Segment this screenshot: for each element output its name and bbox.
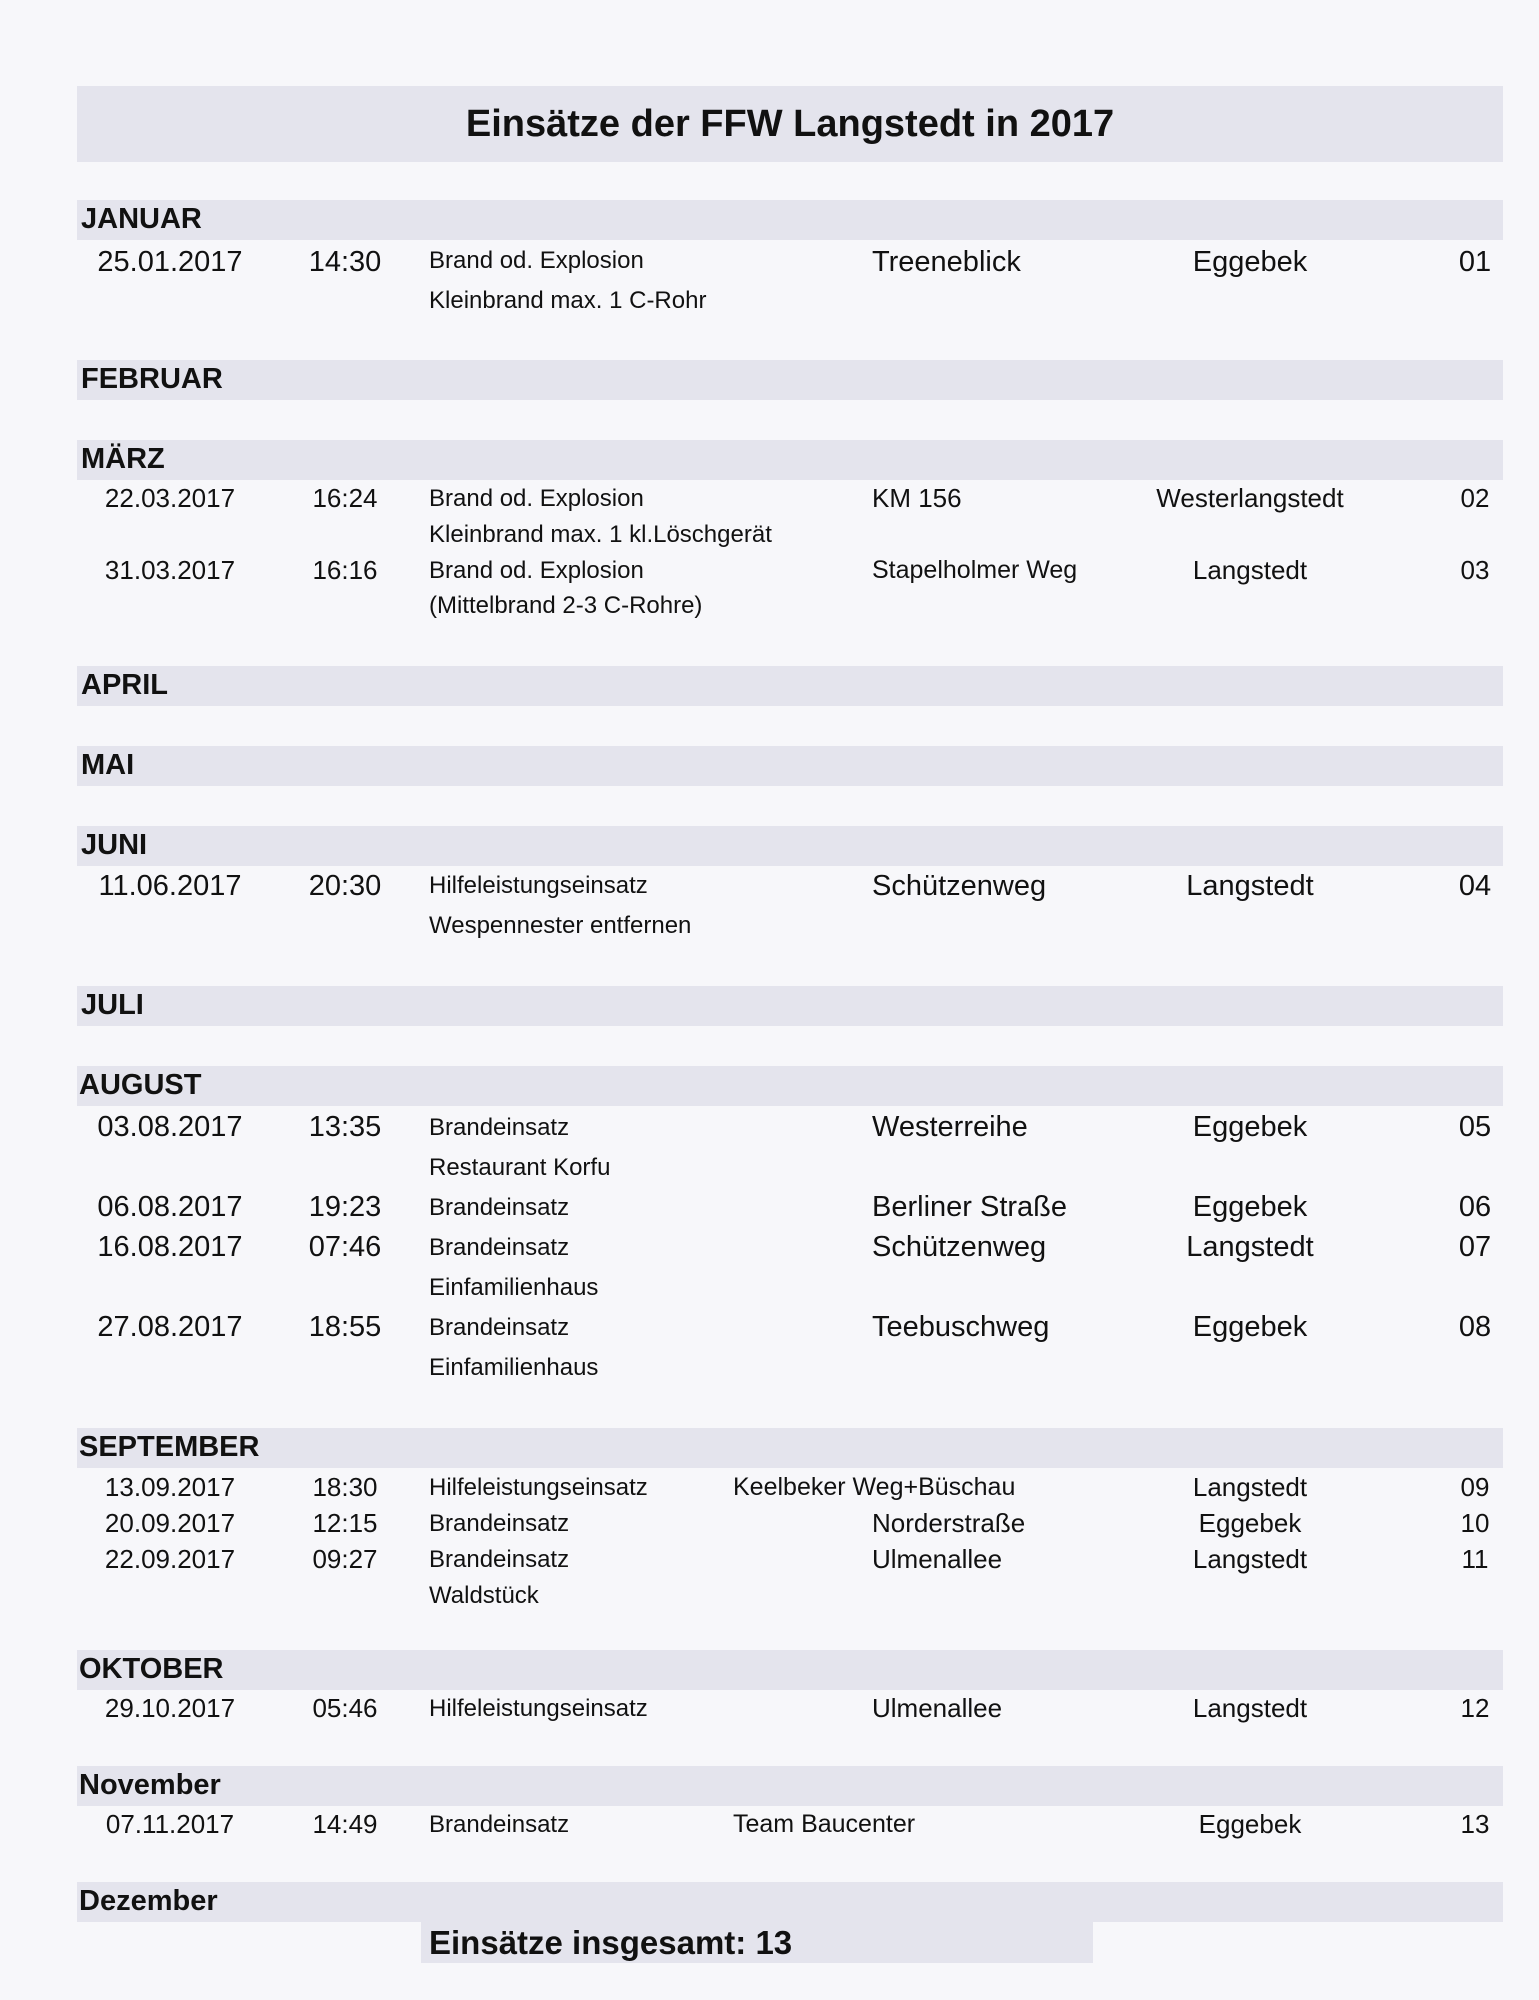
- month-heading-mai: MAI: [81, 749, 135, 781]
- entry-detail: (Mittelbrand 2-3 C-Rohre): [429, 592, 703, 619]
- entry-place: Langstedt: [1186, 1231, 1314, 1263]
- month-heading-februar: FEBRUAR: [81, 363, 223, 395]
- entry-street: Stapelholmer Weg: [872, 556, 1078, 584]
- entry-number: 04: [1458, 870, 1492, 902]
- month-band-oktober: [77, 1650, 1503, 1690]
- entry-type: Brandeinsatz: [429, 1510, 570, 1537]
- entry-number: 09: [1460, 1472, 1490, 1502]
- month-band-maerz: [77, 440, 1503, 480]
- entry-number: 10: [1460, 1508, 1490, 1538]
- month-heading-juni: JUNI: [81, 829, 148, 861]
- total-count: Einsätze insgesamt: 13: [429, 1924, 793, 1961]
- entry-number: 03: [1460, 555, 1490, 585]
- entry-street: Schützenweg: [872, 1231, 1047, 1263]
- month-band-januar: [77, 200, 1503, 240]
- entry-place: Langstedt: [1192, 1472, 1308, 1502]
- entry-time: 14:30: [308, 246, 382, 278]
- entry-number: 08: [1458, 1311, 1492, 1343]
- entry-type: Hilfeleistungseinsatz: [429, 1695, 648, 1722]
- entry-date: 25.01.2017: [97, 246, 243, 278]
- entry-place: Langstedt: [1192, 1544, 1308, 1574]
- entry-date: 06.08.2017: [97, 1191, 243, 1223]
- entry-date: 16.08.2017: [97, 1231, 243, 1263]
- month-heading-april: APRIL: [81, 669, 168, 701]
- month-band-august: [77, 1066, 1503, 1106]
- entry-detail: Waldstück: [429, 1582, 539, 1609]
- month-band-februar: [77, 360, 1503, 400]
- entry-street: Westerreihe: [872, 1111, 1028, 1143]
- month-band-september: [77, 1428, 1503, 1468]
- entry-time: 18:30: [312, 1472, 378, 1502]
- entry-type: Hilfeleistungseinsatz: [429, 872, 648, 899]
- entry-number: 07: [1458, 1231, 1492, 1263]
- entry-number: 11: [1461, 1544, 1489, 1574]
- entry-time: 07:46: [308, 1231, 382, 1263]
- entry-date: 11.06.2017: [98, 870, 242, 902]
- entry-time: 19:23: [308, 1191, 382, 1223]
- month-heading-oktober: OKTOBER: [79, 1653, 224, 1685]
- entry-street: Norderstraße: [872, 1508, 1026, 1538]
- month-heading-juli: JULI: [81, 989, 144, 1021]
- entry-time: 16:16: [312, 555, 378, 585]
- entry-number: 02: [1460, 483, 1490, 513]
- entry-date: 03.08.2017: [97, 1111, 243, 1143]
- entry-date: 07.11.2017: [105, 1809, 235, 1839]
- entry-place: Eggebek: [1192, 1191, 1308, 1223]
- entry-date: 22.09.2017: [104, 1544, 236, 1574]
- entry-detail: Restaurant Korfu: [429, 1154, 611, 1181]
- entry-time: 05:46: [312, 1693, 378, 1723]
- entry-detail: Einfamilienhaus: [429, 1354, 599, 1381]
- entry-type: Brand od. Explosion: [429, 557, 644, 584]
- entry-type: Brandeinsatz: [429, 1194, 570, 1221]
- entry-date: 27.08.2017: [97, 1311, 243, 1343]
- month-band-dezember: [77, 1882, 1503, 1922]
- month-heading-august: AUGUST: [79, 1069, 202, 1101]
- entry-street: Schützenweg: [872, 870, 1047, 902]
- entry-detail: Wespennester entfernen: [429, 912, 692, 939]
- entry-detail: Kleinbrand max. 1 kl.Löschgerät: [429, 521, 772, 548]
- month-band-juni: [77, 826, 1503, 866]
- entry-street: Keelbeker Weg+Büschau: [733, 1473, 1016, 1501]
- month-heading-november: November: [79, 1769, 221, 1801]
- entry-number: 05: [1458, 1111, 1492, 1143]
- entry-street: Treeneblick: [872, 246, 1021, 278]
- month-heading-september: SEPTEMBER: [79, 1431, 260, 1463]
- entry-place: Eggebek: [1198, 1508, 1302, 1538]
- entry-time: 16:24: [312, 483, 378, 513]
- entry-time: 18:55: [308, 1311, 382, 1343]
- entry-place: Eggebek: [1198, 1809, 1302, 1839]
- entry-date: 29.10.2017: [104, 1693, 236, 1723]
- entry-time: 13:35: [308, 1111, 382, 1143]
- entry-place: Eggebek: [1192, 1111, 1308, 1143]
- entry-number: 01: [1458, 246, 1492, 278]
- entry-detail: Kleinbrand max. 1 C-Rohr: [429, 287, 707, 314]
- entry-type: Brandeinsatz: [429, 1314, 570, 1341]
- entry-time: 12:15: [312, 1508, 378, 1538]
- entry-date: 22.03.2017: [104, 483, 236, 513]
- page-title: Einsätze der FFW Langstedt in 2017: [77, 86, 1503, 162]
- entry-date: 20.09.2017: [104, 1508, 236, 1538]
- entry-number: 13: [1460, 1809, 1490, 1839]
- entry-place: Eggebek: [1192, 1311, 1308, 1343]
- entry-date: 31.03.2017: [104, 555, 236, 585]
- month-heading-januar: JANUAR: [81, 203, 202, 235]
- entry-place: Langstedt: [1192, 1693, 1308, 1723]
- entry-type: Brand od. Explosion: [429, 485, 644, 512]
- entry-time: 14:49: [312, 1809, 378, 1839]
- entry-place: Eggebek: [1192, 246, 1308, 278]
- entry-time: 20:30: [308, 870, 382, 902]
- entry-number: 06: [1458, 1191, 1492, 1223]
- entry-type: Brandeinsatz: [429, 1114, 570, 1141]
- entry-detail: Einfamilienhaus: [429, 1274, 599, 1301]
- entry-street: Ulmenallee: [872, 1693, 1003, 1723]
- month-band-april: [77, 666, 1503, 706]
- entry-place: Westerlangstedt: [1156, 483, 1344, 513]
- month-band-mai: [77, 746, 1503, 786]
- entry-street: Berliner Straße: [872, 1191, 1068, 1223]
- month-band-november: [77, 1766, 1503, 1806]
- entry-street: Ulmenallee: [872, 1544, 1003, 1574]
- entry-street: Team Baucenter: [733, 1810, 916, 1838]
- entry-type: Brandeinsatz: [429, 1811, 570, 1838]
- entry-type: Brand od. Explosion: [429, 247, 644, 274]
- month-heading-maerz: MÄRZ: [81, 443, 165, 475]
- entry-number: 12: [1460, 1693, 1490, 1723]
- entry-type: Brandeinsatz: [429, 1546, 570, 1573]
- entry-street: Teebuschweg: [872, 1311, 1050, 1343]
- entry-street: KM 156: [872, 483, 962, 513]
- entry-type: Brandeinsatz: [429, 1234, 570, 1261]
- entry-type: Hilfeleistungseinsatz: [429, 1474, 648, 1501]
- entry-place: Langstedt: [1186, 870, 1314, 902]
- month-heading-dezember: Dezember: [79, 1885, 218, 1917]
- entry-date: 13.09.2017: [104, 1472, 236, 1502]
- entry-time: 09:27: [312, 1544, 378, 1574]
- month-band-juli: [77, 986, 1503, 1026]
- entry-place: Langstedt: [1192, 555, 1308, 585]
